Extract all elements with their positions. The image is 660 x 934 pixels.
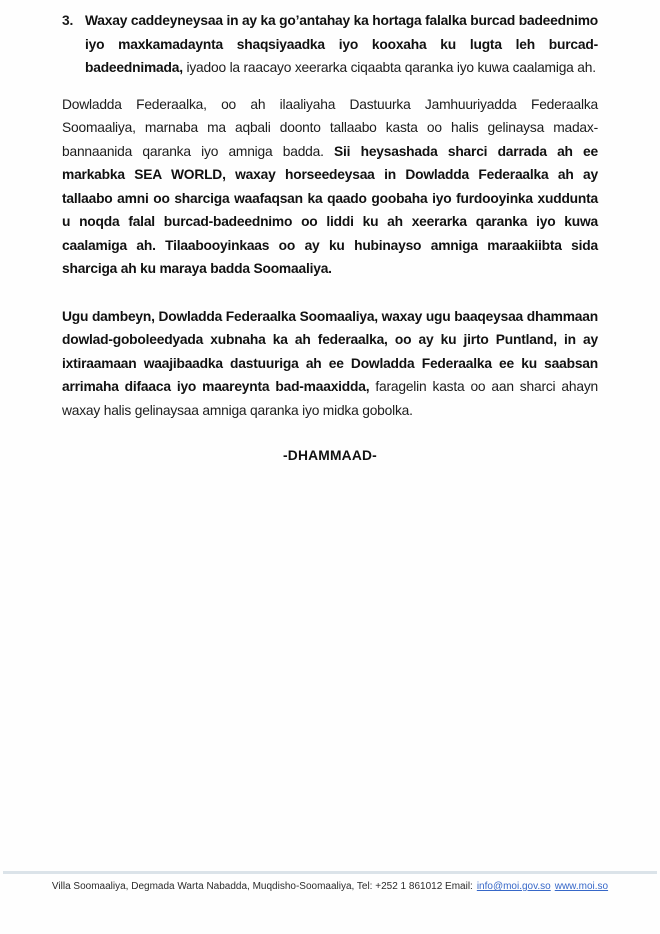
end-marker: -DHAMMAAD- (283, 448, 377, 463)
page-footer (0, 868, 660, 934)
paragraph-1-bold-text: Sii heysashada sharci darrada ah ee markabka SEA WORLD, waxay horseedeysaa in Dowladda Federaalka ah ay tallaabo amni oo sharciga waafaqsan ka qaado goobaha iyo furdooyinka xuddunta u noqda falal burcad-badeednimo oo liddi ku ah xeerarka qaranka iyo kuwa caalamiga ah. Tilaabooyinkaas oo ay ku hubinayso amniga maraakiibta sida sharciga ah ku maraya badda Soomaaliya. (62, 143, 598, 276)
list-item-bold-text: Waxay caddeyneysaa in ay ka go’antahay ka hortaga falalka burcad badeednimo iyo maxkamadaynta shaqsiyaadka iyo kooxaha ku lugta leh burcad-badeednimada, (85, 13, 598, 75)
footer-contact-line (0, 881, 660, 892)
footer-contact-text: Villa Soomaaliya, Degmada Warta Nabadda, Muqdisho-Soomaaliya, Tel: +252 1 861012 Email: (51, 881, 473, 892)
numbered-item-3 (62, 9, 598, 80)
paragraph-1-regular-text: Dowladda Federaalka, oo ah ilaaliyaha Dastuurka Jamhuuriyadda Federaalka Soomaaliya, marnaba ma aqbali doonto tallaabo kasta oo halis gelinaysa madax-bannaanida qaranka iyo amniga badda. (62, 96, 598, 159)
paragraph-2-bold-text: Ugu dambeyn, Dowladda Federaalka Soomaaliya, waxay ugu baaqeysaa dhammaan dowlad-goboleedyada xubnaha ka ah federaalka, oo ay ku jirto Puntland, in ay ixtiraamaan waajibaadka dastuuriga ah ee Dowladda Federaalka ee ku saabsan arrimaha difaaca iyo maareynta bad-maaxidda, (62, 308, 598, 394)
footer-email-link[interactable]: info@moi.gov.so (476, 881, 551, 892)
list-item-regular-text: iyadoo la raacayo xeerarka ciqaabta qaranka iyo kuwa caalamiga ah. (182, 60, 596, 75)
paragraph-2-regular-text: faragelin kasta oo aan sharci ahayn waxay halis gelinaysaa amniga qaranka iyo midka gobolka. (62, 379, 598, 418)
paragraph-federal-government (62, 93, 598, 281)
list-item-text (85, 9, 598, 80)
list-item-number: 3. (62, 13, 74, 28)
footer-website-link[interactable]: www.moi.so (554, 881, 609, 892)
footer-divider (3, 871, 657, 874)
paragraph-final-appeal (62, 305, 598, 423)
